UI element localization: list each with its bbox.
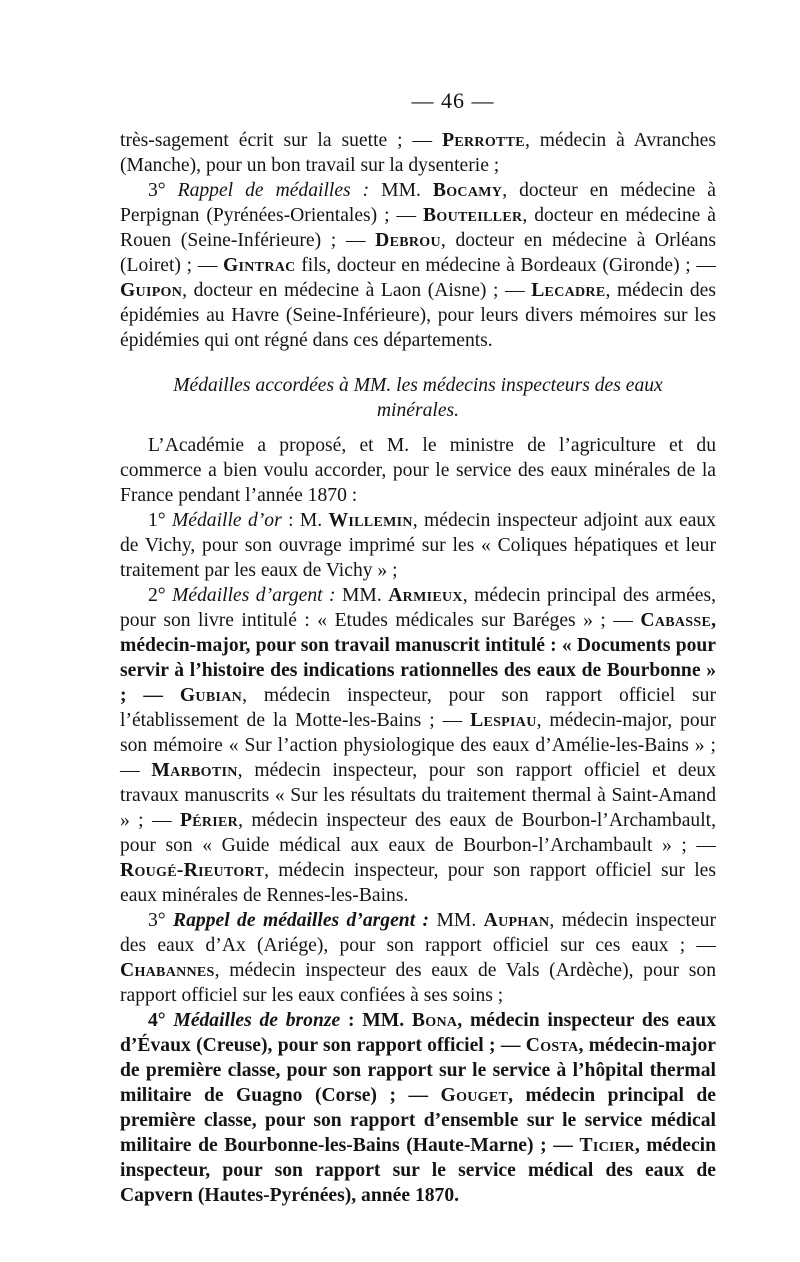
page-number: — 46 —: [411, 88, 495, 113]
text-run: fils, docteur en médecine à Bordeaux (Gironde) ; —: [295, 255, 716, 276]
section-label: Rappel de médailles d’argent :: [173, 910, 430, 931]
person-name: Gubian: [179, 685, 243, 706]
person-name: Gintrac: [222, 255, 296, 276]
text-run: , médecin inspecteur des eaux d’Évaux (Creuse), pour son rapport officiel ; —: [120, 1010, 716, 1056]
list-number: 4°: [148, 1010, 174, 1031]
person-name: Armieux: [388, 585, 463, 606]
text-run: , médecin-major, pour son travail manuscrit intitulé : « Documents pour servir à l’histoire des indications rationnelles des eaux de Bourbonne » ; —: [120, 610, 716, 706]
section-label: Médailles de bronze: [173, 1010, 341, 1031]
text-run: : M.: [281, 510, 329, 531]
person-name: Ticier: [579, 1135, 635, 1156]
person-name: Lespiau: [470, 710, 537, 731]
text-run: MM.: [429, 910, 484, 931]
text-run: , médecin inspecteur des eaux de Bourbon-l’Archambault, pour son « Guide médical aux eaux de Bourbon-l’Archambault » ; —: [120, 810, 716, 856]
text-run: , médecin principal de première classe, pour son rapport d’ensemble sur le service médical militaire de Bourbonne-les-Bains (Haute-Marne) ; —: [120, 1085, 716, 1156]
person-name: Rougé-Rieutort: [120, 860, 265, 881]
text-run: , médecin-major de première classe, pour son rapport sur le service à l’hôpital thermal militaire de Guagno (Corse) ; —: [120, 1035, 717, 1106]
text-run: , médecin inspecteur, pour son rapport officiel sur les eaux minérales de Rennes-les-Bains.: [120, 860, 716, 906]
list-number: 2°: [148, 585, 173, 606]
text-run: , médecin inspecteur adjoint aux eaux de Vichy, pour son ouvrage imprimé sur les « Coliques hépatiques et leur traitement par les eaux de Vichy » ;: [120, 510, 716, 581]
text-run: , médecin à Avranches (Manche), pour un bon travail sur la dysenterie ;: [120, 130, 716, 176]
section-label: Rappel de médailles :: [177, 180, 370, 201]
person-name: Chabannes: [120, 960, 215, 981]
body-text: [120, 128, 716, 1208]
paragraph-academy: L’Académie a proposé, et M. le ministre de l’agriculture et du commerce a bien voulu accorder, pour le service des eaux minérales de la France pendant l’année 1870 :: [120, 435, 716, 506]
text-run: , docteur en médecine à Orléans (Loiret) ; —: [120, 230, 716, 276]
section-heading: Médailles accordées à MM. les médecins inspecteurs des eaux minérales.: [173, 375, 663, 421]
text-run: , médecin principal des armées, pour son livre intitulé : « Etudes médicales sur Baréges » ; —: [120, 585, 717, 631]
paragraph-intro: [120, 128, 716, 178]
text-run: MM.: [335, 585, 389, 606]
person-name: Gouget: [440, 1085, 509, 1106]
person-name: Périer: [179, 810, 239, 831]
text-run: très-sagement écrit sur la suette ; —: [120, 130, 443, 151]
text-run: MM.: [369, 180, 433, 201]
text-run: , médecin inspecteur, pour son rapport officiel et deux travaux manuscrits « Sur les résultats du traitement thermal à Saint-Amand » ; —: [120, 760, 716, 831]
person-name: Bocamy: [432, 180, 503, 201]
text-run: : MM.: [340, 1010, 412, 1031]
section-label: Médaille d’or: [171, 510, 282, 531]
person-name: Bouteiller: [423, 205, 523, 226]
person-name: Guipon: [120, 280, 183, 301]
person-name: Willemin: [328, 510, 413, 531]
text-run: , médecin inspecteur, pour son rapport sur le service médical des eaux de Capvern (Hautes-Pyrénées), année 1870.: [120, 1135, 716, 1206]
paragraph-rappel: [120, 178, 716, 353]
text-run: , docteur en médecine à Perpignan (Pyrénées-Orientales) ; —: [120, 180, 717, 226]
paragraph-gold-medal: [120, 508, 716, 583]
text-run: , médecin inspecteur des eaux d’Ax (Ariége), pour son rapport officiel sur ces eaux ; —: [120, 910, 716, 956]
text-run: , médecin-major, pour son mémoire « Sur l’action physiologique des eaux d’Amélie-les-Bains » ; —: [120, 710, 716, 781]
paragraph-silver-recall: [120, 908, 716, 1008]
person-name: Perrotte: [442, 130, 525, 151]
section-label: Médailles d’argent :: [172, 585, 336, 606]
person-name: Auphan: [483, 910, 550, 931]
list-number: 3°: [148, 180, 178, 201]
person-name: Marbotin: [151, 760, 238, 781]
text-run: , médecin des épidémies au Havre (Seine-Inférieure), pour leurs divers mémoires sur les épidémies qui ont régné dans ces départements.: [120, 280, 716, 351]
person-name: Debrou: [375, 230, 441, 251]
list-number: 3°: [148, 910, 174, 931]
text-run: , médecin inspecteur, pour son rapport officiel sur l’établissement de la Motte-les-Bains ; —: [120, 685, 716, 731]
text-run: , médecin inspecteur des eaux de Vals (Ardèche), pour son rapport officiel sur les eaux confiées à ses soins ;: [120, 960, 716, 1006]
person-name: Costa: [525, 1035, 579, 1056]
person-name: Cabasse: [640, 610, 712, 631]
list-number: 1°: [148, 510, 172, 531]
text-run: , docteur en médecine à Laon (Aisne) ; —: [182, 280, 532, 301]
person-name: Lecadre: [531, 280, 606, 301]
person-name: Bona: [411, 1010, 458, 1031]
paragraph-silver-medals: [120, 583, 716, 908]
text-run: , docteur en médecine à Rouen (Seine-Inférieure) ; —: [120, 205, 717, 251]
paragraph-bronze-medals: [120, 1008, 716, 1208]
